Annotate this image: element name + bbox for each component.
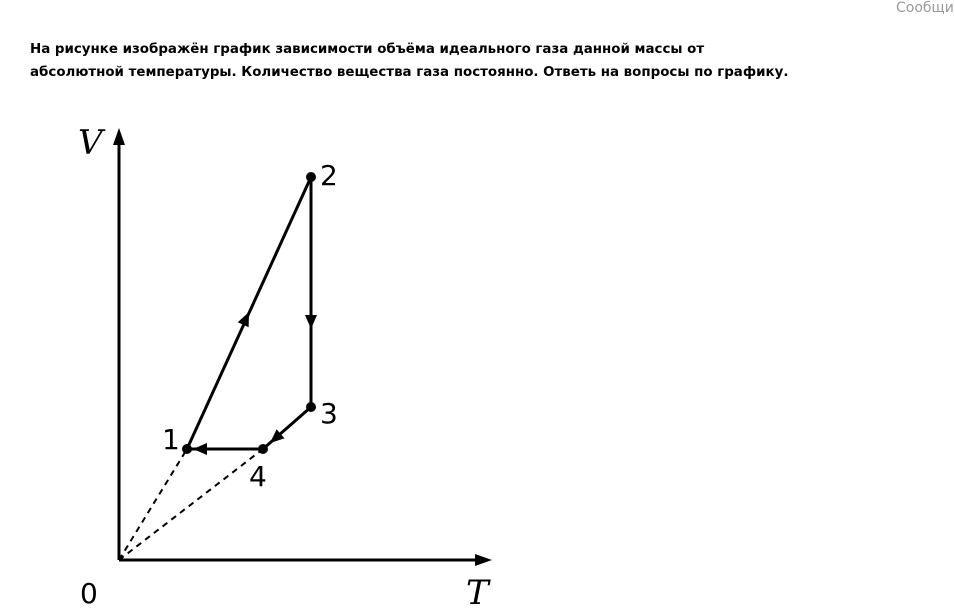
x-axis-label: T [466,573,489,608]
x-axis-arrow [475,554,492,566]
dashed-line-origin-to-1 [119,449,187,560]
arrow-2-3 [305,315,317,329]
y-axis-label: V [78,123,103,163]
point-label-2: 2 [320,159,338,192]
dashed-line-origin-to-4 [119,449,263,560]
point-1 [182,444,192,454]
point-label-4: 4 [249,460,267,493]
question-line-1: На рисунке изображён график зависимости объёма идеального газа данной массы от [30,42,705,57]
point-4 [258,444,268,454]
arrow-4-1 [193,443,207,455]
point-2 [306,172,316,182]
y-axis-arrow [113,128,125,145]
process-1-2 [187,177,311,449]
origin-label: 0 [80,577,98,608]
point-label-3: 3 [320,397,338,430]
point-3 [306,402,316,412]
point-label-1: 1 [162,423,180,456]
question-line-2: абсолютной температуры. Количество вещества газа постоянно. Ответь на вопросы по графику. [30,65,789,80]
arrow-1-2 [238,310,255,328]
report-link[interactable]: Сообщи [896,0,954,16]
